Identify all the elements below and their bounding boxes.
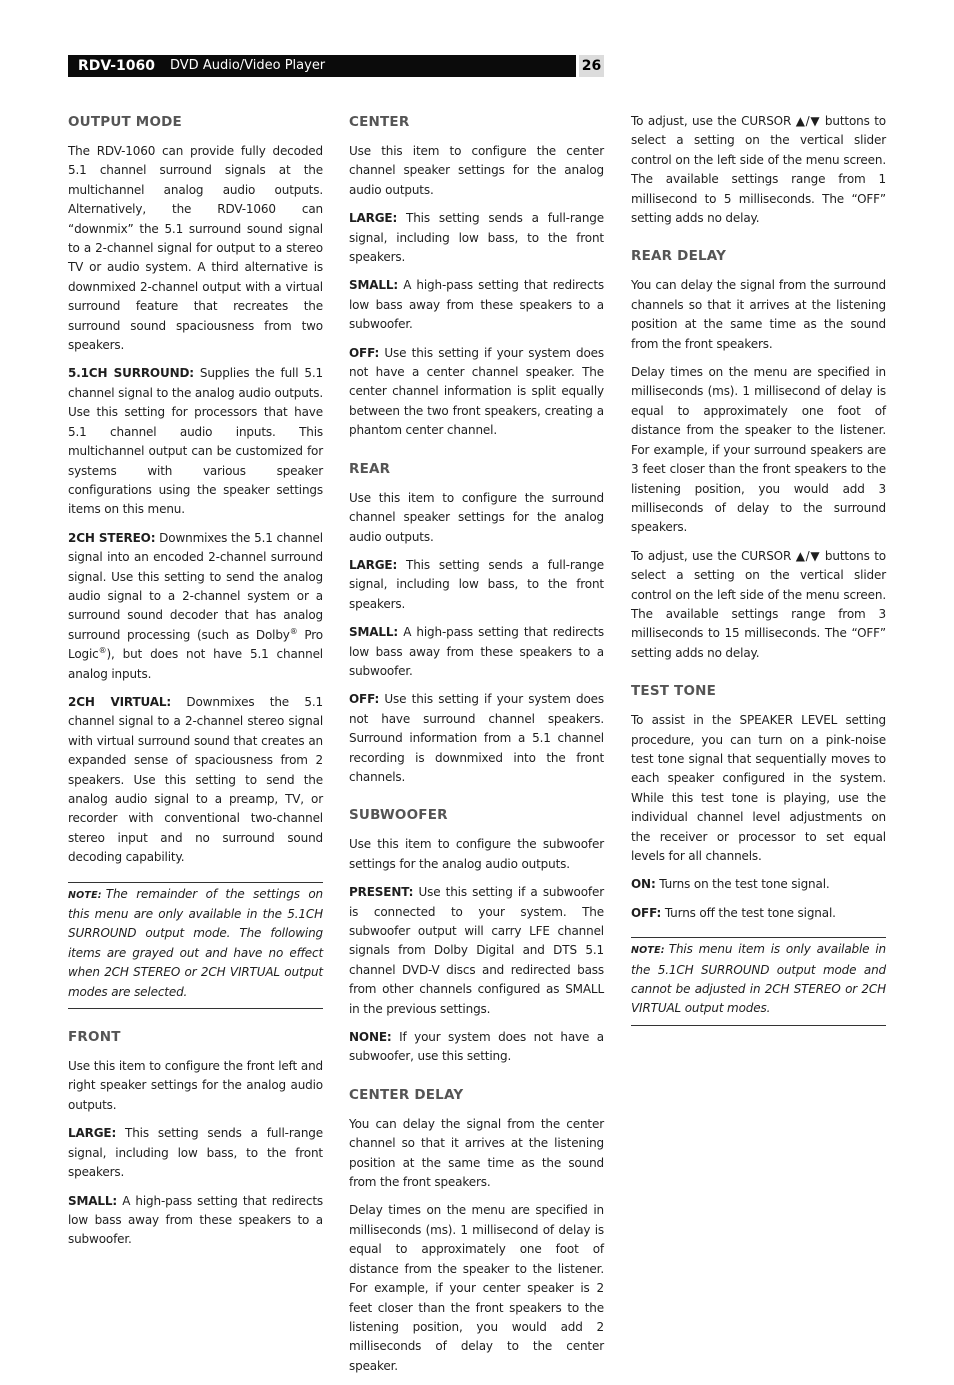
center-large-paragraph (349, 209, 604, 267)
page-header (68, 55, 604, 77)
test-tone-on-text: Turns on the test tone signal. (659, 877, 830, 892)
stereo-label: 2CH STEREO: (68, 530, 156, 545)
section-title-rear: REAR (349, 460, 391, 477)
virtual-label: 2CH VIRTUAL: (68, 694, 172, 709)
stereo-text-b: Pro Logic (68, 627, 323, 662)
model-name: RDV-1060 (78, 58, 155, 74)
stereo-text: Downmixes the 5.1 channel signal into an encoded 2-channel surround signal. Use this setting to send the analog audio signal to a 2-channel system or a surround sound decoder that has analog surround processing (such as Dolby (68, 530, 323, 642)
front-small-paragraph (68, 1192, 323, 1250)
center-small-text: A high-pass setting that redirects low bass away from these speakers to a subwoofer. (349, 278, 604, 332)
surround-text: Supplies the full 5.1 channel signal to the analog audio outputs. Use this setting for processors that have 5.1 channel audio inputs. This multichannel output can be customized for systems with various speaker configurations using the speaker settings items on this menu. (68, 366, 323, 517)
subwoofer-present-paragraph (349, 883, 604, 1019)
virtual-paragraph (68, 693, 323, 868)
rear-large-text: This setting sends a full-range signal, including low bass, to the front speakers. (349, 557, 604, 611)
front-large-paragraph (68, 1124, 323, 1182)
rear-paragraph: Use this item to configure the surround channel speaker settings for the analog audio outputs. (349, 490, 604, 544)
large-label: LARGE: (349, 557, 398, 572)
front-paragraph: Use this item to configure the front left and right speaker settings for the analog audio outputs. (68, 1059, 323, 1112)
subwoofer-none-text: If your system does not have a subwoofer, use this setting. (349, 1030, 604, 1064)
column-3 (631, 112, 886, 1038)
registered-mark: ® (98, 646, 107, 656)
section-title-rear-delay: REAR DELAY (631, 248, 727, 265)
rear-off-paragraph (349, 690, 604, 787)
section-title-center: CENTER (349, 114, 410, 130)
product-description: DVD Audio/Video Player (170, 58, 326, 73)
center-off-text: Use this setting if your system does not have a center channel speaker. The center channel information is split equally between the two front speakers, creating a phantom center channel. (349, 345, 604, 438)
section-title-front: FRONT (68, 1029, 121, 1046)
stereo-text-c: ), but does not have 5.1 channel analog inputs. (68, 647, 323, 681)
none-label: NONE: (349, 1030, 392, 1045)
large-label: LARGE: (68, 1126, 117, 1141)
section-title-center-delay: CENTER DELAY (349, 1086, 464, 1103)
front-small-text: A high-pass setting that redirects low bass away from these speakers to a subwoofer. (68, 1193, 323, 1247)
note-label: NOTE: (631, 945, 665, 957)
rear-delay-paragraph-2: Delay times on the menu are specified in milliseconds (ms). 1 millisecond of delay is equal to approximately one foot of distance from the speaker to the listener. For example, if your surround speakers are 3 feet closer than the front speakers to the listening position, you would add 3 milliseconds of delay to the surround speakers. (631, 365, 886, 535)
note-box (68, 882, 323, 1009)
section-title-test-tone: TEST TONE (631, 683, 717, 700)
note-text: This menu item is only available in the 5.1CH SURROUND output mode and cannot be adjusted in 2CH STEREO or 2CH VIRTUAL output modes. (631, 942, 886, 1016)
header-bar (68, 55, 576, 77)
registered-mark: ® (289, 626, 298, 636)
off-label: OFF: (349, 345, 380, 360)
center-large-text: This setting sends a full-range signal, including low bass, to the front speakers. (349, 211, 604, 265)
note-text: The remainder of the settings on this menu are only available in the 5.1CH SURROUND output mode. The following items are grayed out and have no effect when 2CH STEREO or 2CH VIRTUAL output modes are selected. (68, 886, 323, 999)
note-paragraph (631, 940, 886, 1019)
surround-paragraph (68, 364, 323, 519)
on-label: ON: (631, 877, 656, 892)
test-tone-off-paragraph (631, 904, 886, 923)
output-mode-paragraph: The RDV-1060 can provide fully decoded 5.1 channel surround signals at the multichannel analog audio outputs. Alternatively, the RDV-1060 can “downmix” the 5.1 surround sound signal to a 2-channel signal for output to a stereo TV or audio system. A third alternative is downmixed 2-channel output with a virtual surround feature that recreates the surround sound spaciousness from two speakers. (68, 144, 323, 353)
test-tone-paragraph: To assist in the SPEAKER LEVEL setting procedure, you can turn on a pink-noise test tone signal that sequentially moves to each speaker configured in the system. While this test tone is playing, use the individual channel level adjustments on the receiver or processor to set equal levels for all channels. (631, 713, 886, 863)
rear-delay-adjust-paragraph: To adjust, use the CURSOR ▲/▼ buttons to select a setting on the vertical slider control on the left side of the menu screen. The available settings range from 3 milliseconds to 15 milliseconds. The “OFF” setting adds no delay. (631, 548, 886, 660)
present-label: PRESENT: (349, 885, 414, 900)
section-title-subwoofer: SUBWOOFER (349, 807, 448, 824)
column-1 (68, 112, 323, 1259)
center-delay-adjust-paragraph: To adjust, use the CURSOR ▲/▼ buttons to select a setting on the vertical slider control on the left side of the menu screen. The available settings range from 1 millisecond to 5 milliseconds. The “OFF” setting adds no delay. (631, 114, 886, 226)
rear-off-text: Use this setting if your system does not have surround channel speakers. Surround information from a 5.1 channel recording is downmixed into the front channels. (349, 692, 604, 784)
off-label: OFF: (631, 905, 662, 920)
center-small-paragraph (349, 276, 604, 334)
subwoofer-present-text: Use this setting if a subwoofer is connected to your system. The subwoofer output will carry LFE channel signals from Dolby Digital and DTS 5.1 channel DVD-V discs and redirected bass from other channels configured as SMALL in the previous settings. (349, 885, 604, 1016)
test-tone-off-text: Turns off the test tone signal. (664, 905, 836, 920)
section-title-output-mode: OUTPUT MODE (68, 114, 182, 130)
rear-small-paragraph (349, 623, 604, 681)
large-label: LARGE: (349, 211, 398, 226)
subwoofer-none-paragraph (349, 1028, 604, 1067)
center-delay-paragraph-1: You can delay the signal from the center channel so that it arrives at the listening position at the same time as the sound from the front speakers. (349, 1116, 604, 1190)
note-paragraph (68, 885, 323, 1002)
note-box (631, 937, 886, 1026)
page-number: 26 (579, 55, 604, 77)
rear-small-text: A high-pass setting that redirects low bass away from these speakers to a subwoofer. (349, 625, 604, 678)
center-delay-paragraph-2: Delay times on the menu are specified in milliseconds (ms). 1 millisecond of delay is equal to approximately one foot of distance from the speaker to the listener. For example, if your center speaker is 2 feet closer than the front speakers to the listening position, you would add 2 milliseconds of delay to the center speaker. (349, 1203, 604, 1373)
subwoofer-paragraph: Use this item to configure the subwoofer settings for the analog audio outputs. (349, 837, 604, 871)
virtual-text: Downmixes the 5.1 channel signal to a 2-channel stereo signal with virtual surround sound that creates an expanded sense of spaciousness from 2 speakers. Use this setting to send the analog audio signal to a preamp, TV, or recorder with conventional two-channel stereo input and no surround sound decoding capability. (68, 694, 323, 865)
rear-large-paragraph (349, 556, 604, 614)
center-off-paragraph (349, 344, 604, 441)
small-label: SMALL: (68, 1193, 118, 1208)
stereo-paragraph (68, 529, 323, 684)
surround-label: 5.1CH SURROUND: (68, 366, 194, 381)
small-label: SMALL: (349, 278, 399, 293)
front-large-text: This setting sends a full-range signal, including low bass, to the front speakers. (68, 1126, 323, 1180)
column-2 (349, 112, 604, 1385)
test-tone-on-paragraph (631, 875, 886, 894)
note-label: NOTE: (68, 889, 102, 901)
small-label: SMALL: (349, 625, 399, 640)
rear-delay-paragraph-1: You can delay the signal from the surround channels so that it arrives at the listening position at the same time as the sound from the front speakers. (631, 278, 886, 351)
off-label: OFF: (349, 692, 380, 707)
center-paragraph: Use this item to configure the center channel speaker settings for the analog audio outputs. (349, 144, 604, 197)
